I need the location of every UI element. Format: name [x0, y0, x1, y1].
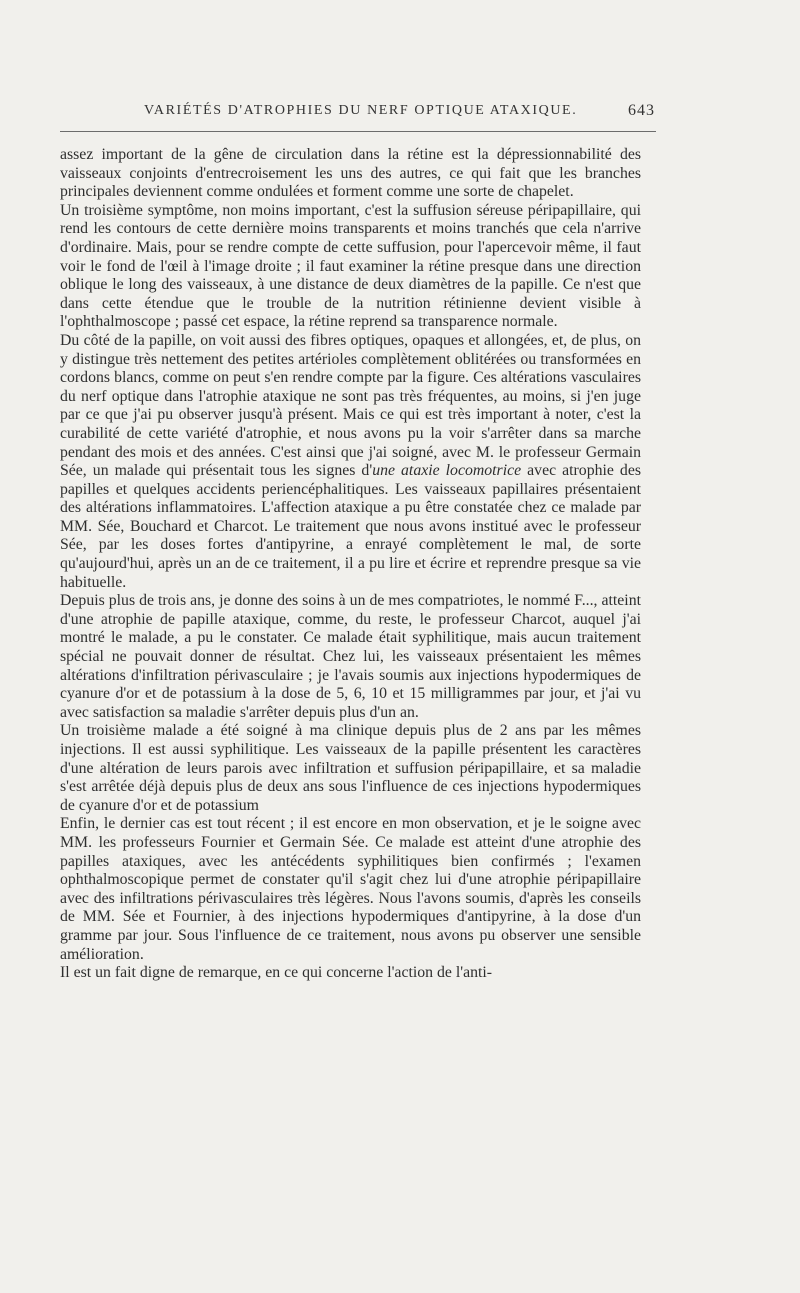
- paragraph-3-after: avec atrophie des papilles et quelques accidents periencéphalitiques. Les vaisseaux papillaires présentaient des altérations inflammatoires. L'affection ataxique a pu être constatée chez ce malade par MM. Sée, Bouchard et Charcot. Le traitement que nous avons institué avec le professeur Sée, par les doses fortes d'antipyrine, a enrayé complètement le mal, de sorte qu'aujourd'hui, après un an de ce traitement, il a pu lire et écrire et reprendre presque sa vie habituelle.: [60, 462, 641, 591]
- paragraph-3-italic: une ataxie locomotrice: [372, 462, 522, 480]
- paragraph-3-before: Du côté de la papille, on voit aussi des fibres optiques, opaques et allongées, et, de plus, on y distingue très nettement des petites artérioles complètement oblitérées ou transformées en cordons blancs, comme on peut s'en rendre compte par la figure. Ces altérations vasculaires du nerf optique dans l'atrophie ataxique ne sont pas très fréquentes, au moins, si j'en juge par ce que j'ai pu observer jusqu'à présent. Mais ce qui est très important à noter, c'est la curabilité de cette variété d'atrophie, et nous avons pu la voir s'arrêter dans sa marche pendant des mois et des années. C'est ainsi que j'ai soigné, avec M. le professeur Germain Sée, un malade qui présentait tous les signes d': [60, 331, 641, 480]
- paragraph-1: assez important de la gêne de circulation dans la rétine est la dépressionnabilité des vaisseaux conjoints d'entrecroisement les uns des autres, ce qui fait que les branches principales deviennent comme ondulées et forment comme une sorte de chapelet.: [60, 146, 641, 201]
- running-head: [60, 103, 655, 127]
- header-rule: [60, 131, 656, 132]
- paragraph-5: Un troisième malade a été soigné à ma clinique depuis plus de 2 ans par les mêmes injections. Il est aussi syphilitique. Les vaisseaux de la papille présentent les caractères d'une altération de leurs parois avec infiltration et suffusion péripapillaire, et sa maladie s'est arrêtée déjà depuis plus de deux ans sous l'influence de ces injections hypodermiques de cyanure d'or et de potassium: [60, 722, 641, 814]
- body-text: [60, 146, 641, 983]
- paragraph-4: Depuis plus de trois ans, je donne des soins à un de mes compatriotes, le nommé F..., atteint d'une atrophie de papille ataxique, comme, du reste, le professeur Charcot, auquel j'ai montré le malade, a pu le constater. Ce malade était syphilitique, mais aucun traitement spécial ne pouvait donner de résultat. Chez lui, les vaisseaux présentaient les mêmes altérations d'infiltration périvasculaire ; je l'avais soumis aux injections hypodermiques de cyanure d'or et de potassium à la dose de 5, 6, 10 et 15 milligrammes par jour, et j'ai vu avec satisfaction sa maladie s'arrêter depuis plus d'un an.: [60, 592, 641, 721]
- paragraph-7: Il est un fait digne de remarque, en ce qui concerne l'action de l'anti-: [60, 964, 493, 982]
- paragraph-3: [60, 332, 641, 592]
- paragraph-6: Enfin, le dernier cas est tout récent ; il est encore en mon observation, et je le soigne avec MM. les professeurs Fournier et Germain Sée. Ce malade est atteint d'une atrophie des papilles ataxiques, avec les antécédents syphilitiques bien confirmés ; l'examen ophthalmoscopique permet de constater qu'il s'agit chez lui d'une atrophie péripapillaire avec des infiltrations périvasculaires très légères. Nous l'avons soumis, d'après les conseils de MM. Sée et Fournier, à des injections hypodermiques d'antipyrine, à la dose d'un gramme par jour. Sous l'influence de ce traitement, nous avons pu observer une sensible amélioration.: [60, 815, 641, 963]
- paragraph-2: Un troisième symptôme, non moins important, c'est la suffusion séreuse péripapillaire, qui rend les contours de cette dernière moins transparents et moins tranchés que cela n'arrive d'ordinaire. Mais, pour se rendre compte de cette suffusion, pour l'apercevoir même, il faut voir le fond de l'œil à l'image droite ; il faut examiner la rétine presque dans une direction oblique le long des vaisseaux, à une distance de deux diamètres de la papille. Ce n'est que dans cette étendue que le trouble de la nutrition rétinienne devient visible à l'ophthalmoscope ; passé cet espace, la rétine reprend sa transparence normale.: [60, 201, 641, 331]
- page-number: 643: [628, 102, 655, 119]
- running-title: VARIÉTÉS D'ATROPHIES DU NERF OPTIQUE ATAXIQUE.: [144, 103, 578, 118]
